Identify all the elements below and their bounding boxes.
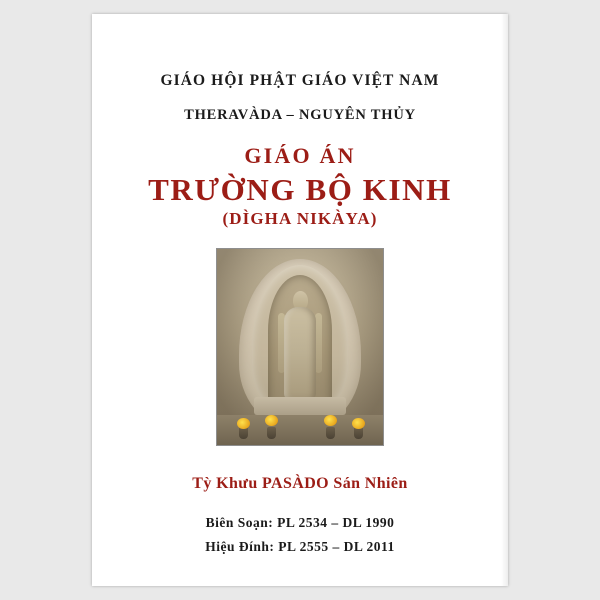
flower-vase — [354, 427, 363, 439]
organization-line: GIÁO HỘI PHẬT GIÁO VIỆT NAM — [160, 72, 440, 89]
buddha-statue-photo — [217, 249, 383, 445]
title-line-1: GIÁO ÁN — [244, 143, 356, 168]
revised-date: Hiệu Đính: PL 2555 – DL 2011 — [205, 538, 395, 554]
tradition-line: THERAVÀDA – NGUYÊN THỦY — [184, 107, 416, 123]
title-line-2: TRƯỜNG BỘ KINH — [148, 172, 452, 207]
flower-vase — [267, 427, 276, 439]
compiled-date: Biên Soạn: PL 2534 – DL 1990 — [205, 515, 395, 531]
flower-vase — [239, 427, 248, 439]
title-line-3-pali: (DÌGHA NIKÀYA) — [222, 209, 378, 229]
cover-content — [92, 14, 508, 586]
statue-pedestal — [254, 397, 346, 415]
edition-dates — [92, 511, 508, 557]
buddha-right-arm — [315, 313, 322, 373]
cover-photo-frame — [216, 248, 384, 446]
flower-vase — [326, 427, 335, 439]
author-line: Tỳ Khưu PASÀDO Sán Nhiên — [192, 475, 408, 493]
buddha-body — [284, 307, 316, 399]
book-cover-page — [92, 14, 508, 586]
